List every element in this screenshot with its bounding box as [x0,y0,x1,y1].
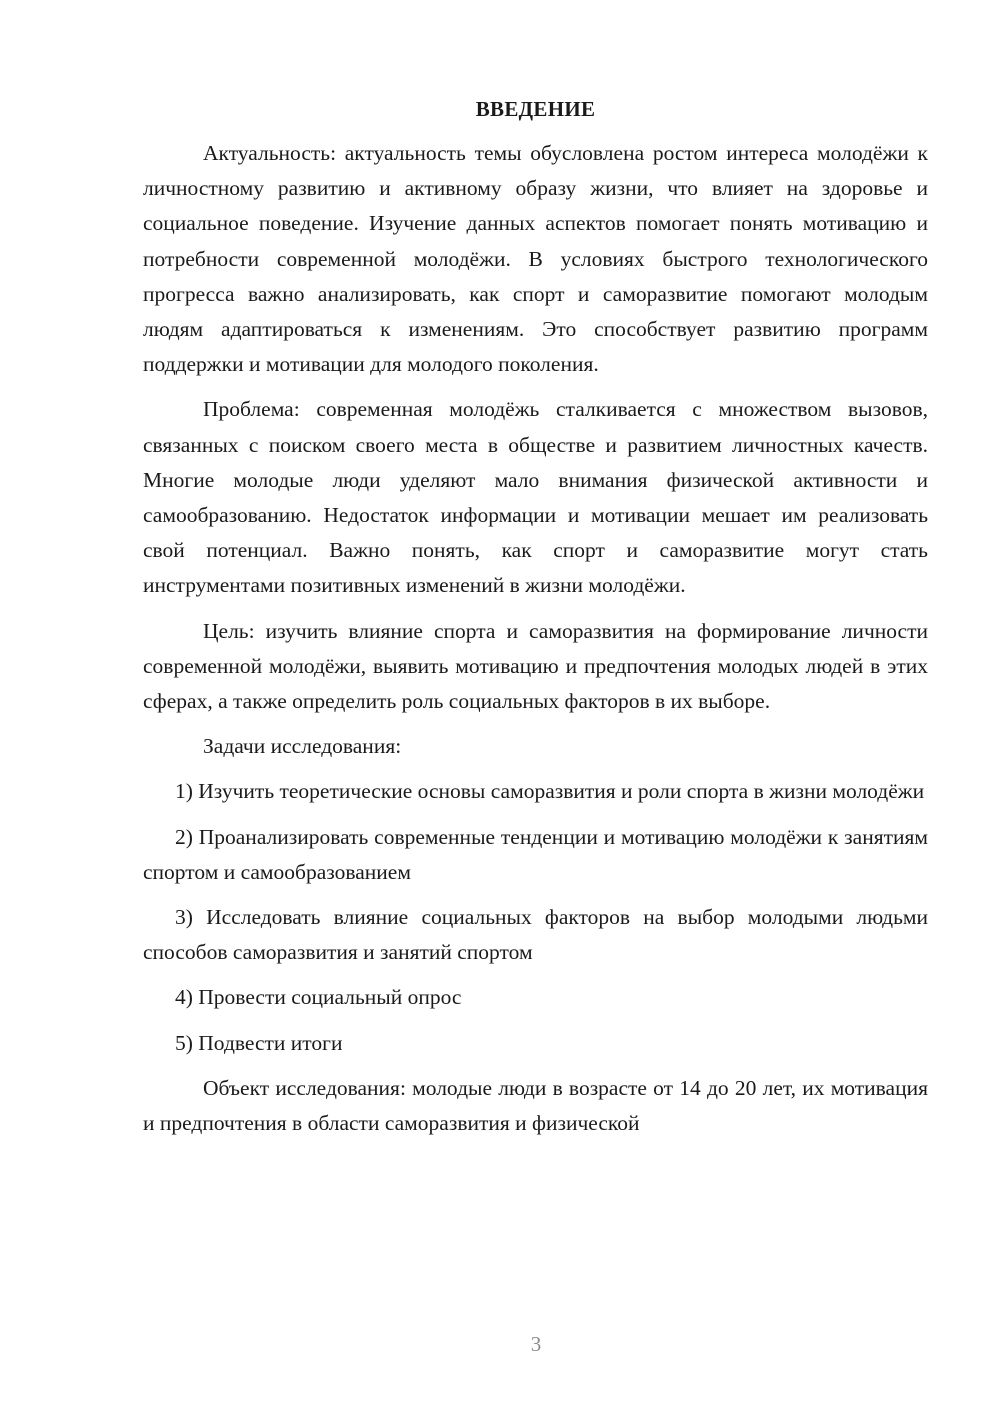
relevance-paragraph: Актуальность: актуальность темы обусловлена ростом интереса молодёжи к личностному развитию и активному образу жизни, что влияет на здоровье и социальное поведение. Изучение данных аспектов помогает понять мотивацию и потребности современной молодёжи. В условиях быстрого технологического прогресса важно анализировать, как спорт и саморазвитие помогают молодым людям адаптироваться к изменениям. Это способствует развитию программ поддержки и мотивации для молодого поколения. [143,141,928,377]
task-item-2: 2) Проанализировать современные тенденции и мотивацию молодёжи к занятиям спортом и самообразованием [143,824,928,884]
goal-paragraph: Цель: изучить влияние спорта и саморазвития на формирование личности современной молодёжи, выявить мотивацию и предпочтения молодых людей в этих сферах, а также определить роль социальных факторов в их выборе. [143,618,928,714]
problem-paragraph: Проблема: современная молодёжь сталкивается с множеством вызовов, связанных с поиском своего места в обществе и развитием личностных качеств. Многие молодые люди уделяют мало внимания физической активности и самообразованию. Недостаток информации и мотивации мешает им реализовать свой потенциал. Важно понять, как спорт и саморазвитие могут стать инструментами позитивных изменений в жизни молодёжи. [143,397,928,598]
tasks-heading: Задачи исследования: [203,734,402,759]
object-paragraph: Объект исследования: молодые люди в возрасте от 14 до 20 лет, их мотивация и предпочтения в области саморазвития и физической [143,1075,928,1136]
page-content [143,94,928,1151]
page-number: 3 [530,1332,542,1356]
section-heading: ВВЕДЕНИЕ [475,97,596,121]
task-item-3: 3) Исследовать влияние социальных факторов на выбор молодыми людьми способов саморазвития и занятий спортом [143,905,928,965]
task-item-4: 4) Провести социальный опрос [175,985,462,1010]
task-item-1: 1) Изучить теоретические основы саморазвития и роли спорта в жизни молодёжи [175,779,925,804]
task-item-5: 5) Подвести итоги [175,1030,343,1055]
